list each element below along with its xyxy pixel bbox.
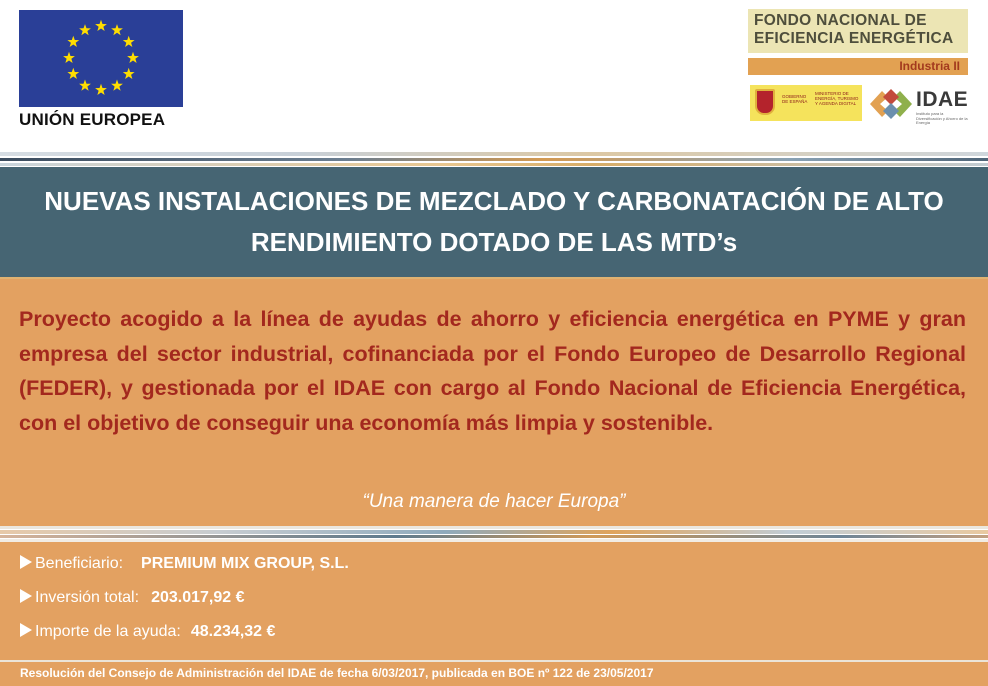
divider-stripe [0,152,988,156]
eu-logo [19,10,189,130]
idae-subtitle: Instituto para la Diversificación y Ahorro de la Energía [916,111,968,125]
institution-logos [748,85,969,125]
description-panel [0,279,988,526]
motto: “Una manera de hacer Europa” [362,491,626,512]
arrow-right-icon [20,589,32,603]
beneficiary-value: PREMIUM MIX GROUP, S.L. [141,555,349,572]
program-label: Industria II [748,58,968,75]
fne-logo [748,9,969,125]
divider-stripe [0,158,988,161]
investment-value: 203.017,92 € [151,589,245,606]
beneficiary-row [20,555,349,573]
divider-stripe [0,526,988,529]
arrow-right-icon [20,623,32,637]
investment-label: Inversión total: [35,589,140,606]
gobierno-logo [750,85,862,121]
details-panel [0,542,988,660]
investment-row [20,589,244,607]
eu-label: UNIÓN EUROPEA [19,110,166,129]
ministerio-text: MINISTERIO DE ENERGÍA, TURISMO Y AGENDA DIGITAL [815,91,859,106]
grant-value: 48.234,32 € [190,623,276,640]
idae-name: IDAE [916,88,969,111]
page-header [0,0,988,150]
divider-stripe [0,163,988,166]
idae-logo-icon [868,87,914,121]
project-title: NUEVAS INSTALACIONES DE MEZCLADO Y CARBONATACIÓN DE ALTO RENDIMIENTO DOTADO DE LAS MTD’s [44,186,944,257]
coat-of-arms-icon [755,89,775,115]
project-description: Proyecto acogido a la línea de ayudas de ahorro y eficiencia energética en PYME y gran empresa del sector industrial, cofinanciada por el Fondo Europeo de Desarrollo Regional (FEDER), y gestionada por el IDAE con cargo al Fondo Nacional de Eficiencia Energética, con el objetivo de conseguir una economía más limpia y sostenible. [19,307,966,435]
title-banner [0,167,988,277]
eu-flag-icon [19,10,183,107]
gobierno-text: GOBIERNO DE ESPAÑA [782,94,808,104]
beneficiary-label: Beneficiario: [35,555,124,572]
footer [0,662,988,686]
resolution-note: Resolución del Consejo de Administración del IDAE de fecha 6/03/2017, publicada en BOE nº 122 de 23/05/2017 [20,666,654,680]
divider-stripe [0,530,988,534]
grant-row [20,623,275,641]
arrow-right-icon [20,555,32,569]
grant-label: Importe de la ayuda: [35,623,181,640]
divider-stripe [0,535,988,538]
fund-title: FONDO NACIONAL DE EFICIENCIA ENERGÉTICA [748,9,968,53]
